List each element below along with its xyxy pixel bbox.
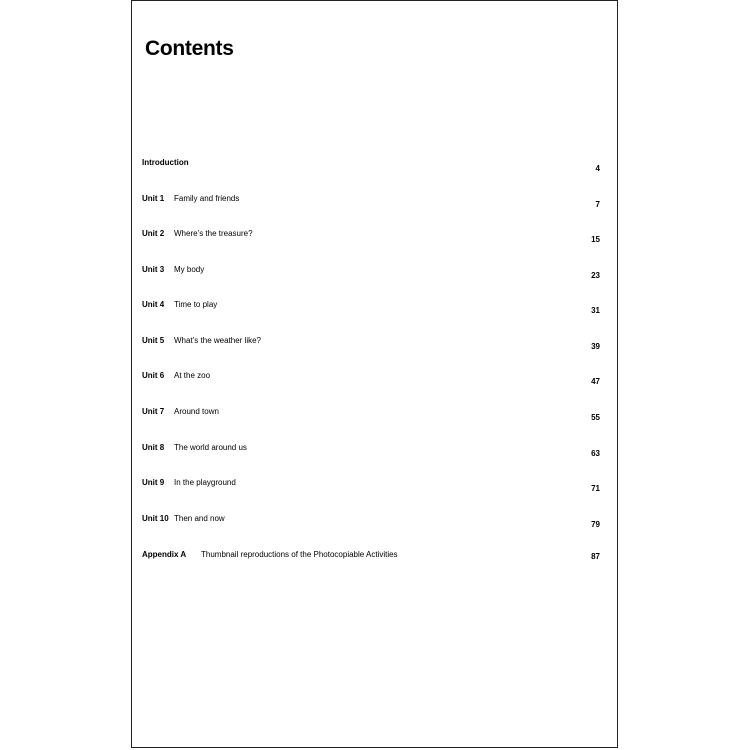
- toc-entry-unit-6: [142, 371, 602, 391]
- toc-entry-label: Unit 10: [142, 514, 169, 523]
- toc-entry-label: Unit 9: [142, 478, 165, 487]
- toc-entry-page: 79: [591, 520, 600, 529]
- toc-entry-label: Introduction: [142, 158, 189, 167]
- toc-entry-unit-4: [142, 300, 602, 320]
- toc-entry-page: 7: [595, 200, 600, 209]
- toc-entry-title: Family and friends: [174, 194, 240, 203]
- toc-entry-title: Time to play: [174, 300, 218, 309]
- toc-entry-page: 71: [591, 484, 600, 493]
- document-page: [131, 0, 618, 748]
- toc-entry-label: Unit 5: [142, 336, 165, 345]
- toc-entry-unit-8: [142, 443, 602, 463]
- toc-entry-label: Unit 8: [142, 443, 165, 452]
- toc-entry-title: Around town: [174, 407, 219, 416]
- toc-entry-page: 63: [591, 449, 600, 458]
- toc-entry-unit-1: [142, 194, 602, 214]
- toc-entry-title: Thumbnail reproductions of the Photocopiable Activities: [201, 550, 398, 559]
- toc-entry-page: 15: [591, 235, 600, 244]
- toc-entry-page: 87: [591, 552, 600, 561]
- toc-entry-unit-10: [142, 514, 602, 534]
- toc-entry-title: In the playground: [174, 478, 236, 487]
- toc-entry-page: 4: [595, 164, 600, 173]
- toc-entry-page: 55: [591, 413, 600, 422]
- toc-entry-unit-2: [142, 229, 602, 249]
- toc-entry-title: The world around us: [174, 443, 247, 452]
- toc-entry-label: Unit 1: [142, 194, 165, 203]
- toc-entry-label: Appendix A: [142, 550, 187, 559]
- toc-entry-label: Unit 2: [142, 229, 165, 238]
- toc-entry-introduction: [142, 158, 602, 178]
- toc-entry-unit-7: [142, 407, 602, 427]
- toc-entry-unit-9: [142, 478, 602, 498]
- toc-entry-title: At the zoo: [174, 371, 211, 380]
- toc-entry-title: What’s the weather like?: [174, 336, 262, 345]
- toc-entry-unit-3: [142, 265, 602, 285]
- toc-entry-label: Unit 7: [142, 407, 165, 416]
- toc-entry-title: Then and now: [174, 514, 225, 523]
- toc-entry-title: Where’s the treasure?: [174, 229, 253, 238]
- toc-entry-label: Unit 3: [142, 265, 165, 274]
- toc-entry-page: 31: [591, 306, 600, 315]
- toc-entry-label: Unit 6: [142, 371, 165, 380]
- toc-entry-page: 23: [591, 271, 600, 280]
- toc-entry-label: Unit 4: [142, 300, 165, 309]
- toc-entry-page: 47: [591, 377, 600, 386]
- toc-entry-appendix-a: [142, 550, 602, 570]
- page-title: Contents: [145, 37, 234, 60]
- toc-entry-title: My body: [174, 265, 205, 274]
- toc-entry-unit-5: [142, 336, 602, 356]
- toc-entry-page: 39: [591, 342, 600, 351]
